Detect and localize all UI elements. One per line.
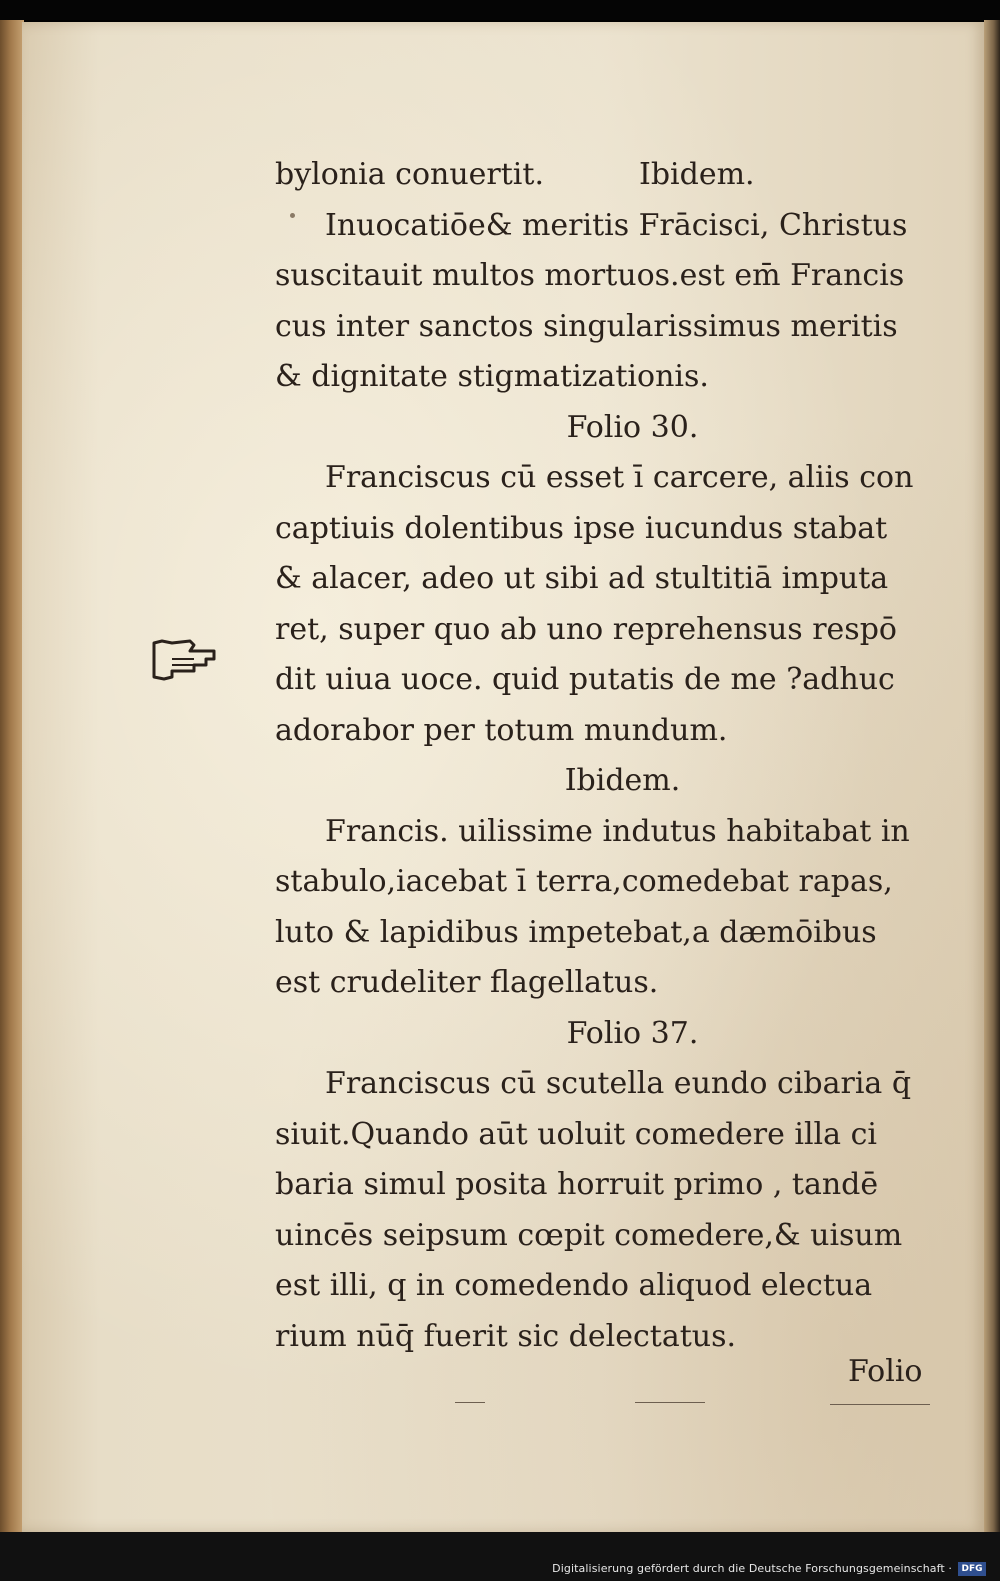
text-line-15: stabulo,iacebat ī terra,comedebat rapas, xyxy=(275,864,893,899)
text-line-16: luto & lapidibus impetebat,a dæmōibus xyxy=(275,914,877,950)
catchword: Folio xyxy=(848,1354,923,1389)
text-line-12: adorabor per totum mundum. xyxy=(275,712,728,748)
text-line-3: suscitauit multos mortuos.est em̄ Francis xyxy=(275,258,905,293)
text-line-19: Franciscus cū scutella eundo cibaria q̄ xyxy=(325,1066,912,1101)
text-line-22: uincēs seipsum cœpit comedere,& uisum xyxy=(275,1217,903,1253)
page-right-edge xyxy=(984,20,1000,1535)
text-line-7: Franciscus cū esset ī carcere, aliis con xyxy=(325,460,914,495)
text-line-1-text: bylonia conuertit. xyxy=(275,157,544,192)
text-line-10: ret, super quo ab uno reprehensus respō xyxy=(275,611,897,647)
text-line-11: dit uiua uoce. quid putatis de me ?adhuc xyxy=(275,662,895,697)
heading-folio-30: Folio 30. xyxy=(566,409,699,445)
text-line-17: est crudeliter flagellatus. xyxy=(275,965,659,1000)
digitization-credit: Digitalisierung gefördert durch die Deutsche Forschungsgemeinschaft · xyxy=(552,1562,952,1575)
text-line-8: captiuis dolentibus ipse iucundus stabat xyxy=(275,510,888,546)
heading-ibidem-inline: Ibidem. xyxy=(639,157,755,192)
ink-dash xyxy=(635,1402,705,1403)
scan-top-border xyxy=(0,0,1000,20)
main-text xyxy=(275,150,950,1362)
ink-dash xyxy=(455,1402,485,1403)
text-line-23: est illi, q in comedendo aliquod electua xyxy=(275,1268,873,1303)
text-line-21: baria simul posita horruit primo , tandē xyxy=(275,1167,879,1202)
manicule-icon xyxy=(150,633,220,685)
scan-bottom-border xyxy=(0,1532,1000,1581)
text-line-4: cus inter sanctos singularissimus meritis xyxy=(275,308,898,344)
book-spine-edge xyxy=(0,20,24,1535)
text-line-14: Francis. uilissime indutus habitabat in xyxy=(325,813,910,849)
text-line-2: Inuocatiōe& meritis Frācisci, Christus xyxy=(325,207,908,243)
text-line-9: & alacer, adeo ut sibi ad stultitiā imputa xyxy=(275,561,889,596)
heading-folio-37: Folio 37. xyxy=(566,1015,699,1051)
heading-ibidem: Ibidem. xyxy=(564,763,681,798)
text-line-20: siuit.Quando aūt uoluit comedere illa ci xyxy=(275,1116,877,1152)
text-line-1 xyxy=(275,150,950,201)
dfg-logo: DFG xyxy=(958,1562,986,1576)
text-line-5: & dignitate stigmatizationis. xyxy=(275,359,709,394)
text-line-24: rium nūq̄ fuerit sic delectatus. xyxy=(275,1318,737,1354)
ink-dash xyxy=(830,1404,930,1405)
